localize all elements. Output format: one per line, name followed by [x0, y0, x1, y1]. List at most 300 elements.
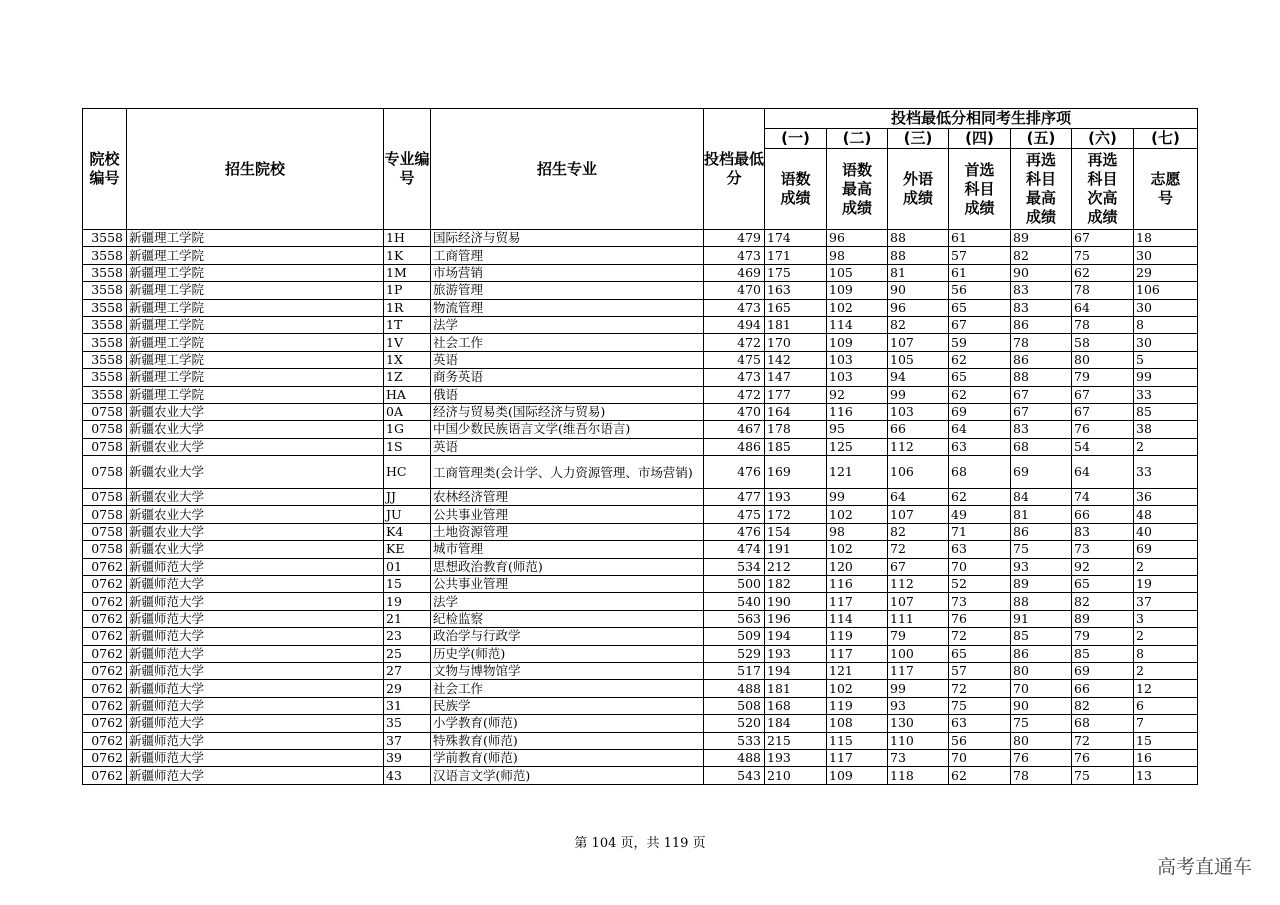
- table-body: [83, 230, 1198, 785]
- cell-rank-2: 102: [827, 680, 888, 697]
- cell-min-score: 473: [704, 299, 765, 316]
- cell-school-name: 新疆理工学院: [127, 230, 384, 247]
- cell-rank-4: 63: [949, 438, 1011, 455]
- cell-school-name: 新疆师范大学: [127, 749, 384, 766]
- cell-school-name: 新疆师范大学: [127, 610, 384, 627]
- cell-rank-5: 91: [1011, 610, 1072, 627]
- cell-rank-6: 66: [1072, 506, 1134, 523]
- cell-rank-5: 82: [1011, 247, 1072, 264]
- cell-rank-4: 59: [949, 334, 1011, 351]
- cell-volunteer-number: 5: [1134, 351, 1198, 368]
- table-row: [83, 628, 1198, 645]
- cell-rank-6: 76: [1072, 749, 1134, 766]
- cell-rank-5: 84: [1011, 489, 1072, 506]
- cell-min-score: 517: [704, 662, 765, 679]
- cell-major-code: 1X: [384, 351, 431, 368]
- cell-rank-1: 194: [765, 628, 827, 645]
- cell-major-name: 思想政治教育(师范): [431, 558, 704, 575]
- cell-volunteer-number: 85: [1134, 403, 1198, 420]
- cell-rank-6: 78: [1072, 316, 1134, 333]
- cell-rank-1: 142: [765, 351, 827, 368]
- cell-major-code: 01: [384, 558, 431, 575]
- cell-rank-6: 75: [1072, 247, 1134, 264]
- cell-major-code: K4: [384, 523, 431, 540]
- cell-rank-2: 121: [827, 456, 888, 489]
- cell-rank-1: 190: [765, 593, 827, 610]
- cell-rank-2: 115: [827, 732, 888, 749]
- cell-major-code: 29: [384, 680, 431, 697]
- cell-rank-1: 172: [765, 506, 827, 523]
- cell-volunteer-number: 40: [1134, 523, 1198, 540]
- cell-rank-4: 57: [949, 662, 1011, 679]
- cell-volunteer-number: 6: [1134, 697, 1198, 714]
- cell-major-name: 市场营销: [431, 264, 704, 281]
- cell-major-name: 工商管理类(会计学、人力资源管理、市场营销): [431, 456, 704, 489]
- cell-major-name: 历史学(师范): [431, 645, 704, 662]
- header-rank-item: 再选科目次高成绩: [1072, 149, 1134, 230]
- cell-rank-3: 79: [888, 628, 949, 645]
- cell-major-code: 23: [384, 628, 431, 645]
- cell-major-code: KE: [384, 541, 431, 558]
- cell-rank-3: 107: [888, 593, 949, 610]
- cell-rank-4: 70: [949, 558, 1011, 575]
- cell-rank-3: 106: [888, 456, 949, 489]
- cell-school-code: 0758: [83, 456, 127, 489]
- cell-major-code: HA: [384, 386, 431, 403]
- cell-rank-4: 52: [949, 576, 1011, 593]
- cell-rank-5: 90: [1011, 697, 1072, 714]
- cell-rank-5: 80: [1011, 732, 1072, 749]
- cell-rank-4: 61: [949, 264, 1011, 281]
- cell-school-name: 新疆理工学院: [127, 351, 384, 368]
- cell-rank-4: 56: [949, 282, 1011, 299]
- cell-min-score: 474: [704, 541, 765, 558]
- header-major-name: 招生专业: [431, 109, 704, 230]
- cell-rank-1: 193: [765, 645, 827, 662]
- cell-major-code: 1H: [384, 230, 431, 247]
- cell-major-name: 文物与博物馆学: [431, 662, 704, 679]
- cell-min-score: 494: [704, 316, 765, 333]
- header-rank-number: (一): [765, 129, 827, 149]
- cell-rank-3: 93: [888, 697, 949, 714]
- cell-min-score: 476: [704, 523, 765, 540]
- cell-rank-4: 63: [949, 715, 1011, 732]
- header-major-code: 专业编号: [384, 109, 431, 230]
- cell-rank-3: 112: [888, 438, 949, 455]
- table-row: [83, 299, 1198, 316]
- table-row: [83, 558, 1198, 575]
- cell-rank-6: 72: [1072, 732, 1134, 749]
- header-school-name: 招生院校: [127, 109, 384, 230]
- cell-major-code: 1S: [384, 438, 431, 455]
- table-row: [83, 334, 1198, 351]
- table-row: [83, 645, 1198, 662]
- cell-rank-3: 105: [888, 351, 949, 368]
- cell-rank-1: 163: [765, 282, 827, 299]
- cell-rank-5: 70: [1011, 680, 1072, 697]
- cell-rank-5: 68: [1011, 438, 1072, 455]
- cell-rank-3: 94: [888, 369, 949, 386]
- cell-volunteer-number: 37: [1134, 593, 1198, 610]
- header-rank-number: (四): [949, 129, 1011, 149]
- cell-rank-4: 64: [949, 421, 1011, 438]
- cell-volunteer-number: 33: [1134, 456, 1198, 489]
- cell-major-code: 15: [384, 576, 431, 593]
- cell-rank-4: 62: [949, 767, 1011, 784]
- cell-rank-2: 108: [827, 715, 888, 732]
- cell-min-score: 486: [704, 438, 765, 455]
- cell-school-name: 新疆理工学院: [127, 369, 384, 386]
- cell-rank-3: 107: [888, 506, 949, 523]
- cell-school-name: 新疆师范大学: [127, 732, 384, 749]
- cell-rank-5: 81: [1011, 506, 1072, 523]
- header-rank-item: 语数成绩: [765, 149, 827, 230]
- cell-volunteer-number: 2: [1134, 628, 1198, 645]
- cell-rank-1: 193: [765, 489, 827, 506]
- cell-rank-5: 67: [1011, 403, 1072, 420]
- header-rank-item: 语数最高成绩: [827, 149, 888, 230]
- cell-school-code: 0762: [83, 680, 127, 697]
- cell-rank-3: 110: [888, 732, 949, 749]
- cell-volunteer-number: 30: [1134, 299, 1198, 316]
- cell-volunteer-number: 12: [1134, 680, 1198, 697]
- cell-major-name: 公共事业管理: [431, 506, 704, 523]
- header-school-code: 院校编号: [83, 109, 127, 230]
- cell-school-code: 0762: [83, 749, 127, 766]
- cell-major-name: 物流管理: [431, 299, 704, 316]
- cell-rank-6: 92: [1072, 558, 1134, 575]
- cell-school-code: 3558: [83, 282, 127, 299]
- cell-rank-6: 67: [1072, 230, 1134, 247]
- cell-major-name: 农林经济管理: [431, 489, 704, 506]
- cell-rank-4: 72: [949, 628, 1011, 645]
- cell-major-name: 小学教育(师范): [431, 715, 704, 732]
- cell-rank-3: 88: [888, 247, 949, 264]
- cell-rank-6: 64: [1072, 299, 1134, 316]
- cell-school-name: 新疆理工学院: [127, 386, 384, 403]
- cell-rank-5: 86: [1011, 645, 1072, 662]
- header-rank-item: 再选科目最高成绩: [1011, 149, 1072, 230]
- cell-rank-3: 67: [888, 558, 949, 575]
- cell-rank-2: 102: [827, 541, 888, 558]
- cell-rank-4: 61: [949, 230, 1011, 247]
- cell-major-name: 政治学与行政学: [431, 628, 704, 645]
- cell-rank-6: 66: [1072, 680, 1134, 697]
- cell-school-code: 3558: [83, 351, 127, 368]
- cell-rank-1: 170: [765, 334, 827, 351]
- header-ranking-group: 投档最低分相同考生排序项: [765, 109, 1198, 129]
- cell-volunteer-number: 7: [1134, 715, 1198, 732]
- cell-rank-3: 82: [888, 523, 949, 540]
- cell-volunteer-number: 16: [1134, 749, 1198, 766]
- cell-volunteer-number: 29: [1134, 264, 1198, 281]
- cell-school-name: 新疆农业大学: [127, 421, 384, 438]
- cell-volunteer-number: 99: [1134, 369, 1198, 386]
- cell-rank-5: 85: [1011, 628, 1072, 645]
- table-row: [83, 506, 1198, 523]
- cell-rank-6: 80: [1072, 351, 1134, 368]
- cell-rank-5: 83: [1011, 299, 1072, 316]
- table-row: [83, 732, 1198, 749]
- cell-rank-6: 76: [1072, 421, 1134, 438]
- cell-rank-4: 65: [949, 369, 1011, 386]
- cell-rank-4: 57: [949, 247, 1011, 264]
- cell-rank-6: 75: [1072, 767, 1134, 784]
- table-row: [83, 593, 1198, 610]
- cell-major-name: 民族学: [431, 697, 704, 714]
- table-row: [83, 403, 1198, 420]
- cell-rank-1: 177: [765, 386, 827, 403]
- cell-rank-2: 92: [827, 386, 888, 403]
- cell-rank-2: 103: [827, 369, 888, 386]
- cell-min-score: 469: [704, 264, 765, 281]
- cell-rank-3: 90: [888, 282, 949, 299]
- cell-rank-3: 96: [888, 299, 949, 316]
- header-rank-number: (三): [888, 129, 949, 149]
- cell-rank-4: 70: [949, 749, 1011, 766]
- cell-major-code: 1G: [384, 421, 431, 438]
- admission-table-wrapper: [82, 108, 1197, 785]
- cell-school-code: 3558: [83, 386, 127, 403]
- cell-rank-2: 109: [827, 282, 888, 299]
- header-rank-item: 外语成绩: [888, 149, 949, 230]
- cell-rank-1: 168: [765, 697, 827, 714]
- cell-major-code: 1M: [384, 264, 431, 281]
- cell-school-name: 新疆农业大学: [127, 541, 384, 558]
- header-rank-number: (二): [827, 129, 888, 149]
- cell-rank-4: 56: [949, 732, 1011, 749]
- admission-table: [82, 108, 1198, 785]
- cell-min-score: 479: [704, 230, 765, 247]
- cell-min-score: 472: [704, 334, 765, 351]
- cell-rank-5: 89: [1011, 230, 1072, 247]
- cell-rank-1: 175: [765, 264, 827, 281]
- cell-school-code: 3558: [83, 334, 127, 351]
- cell-rank-2: 109: [827, 334, 888, 351]
- cell-min-score: 476: [704, 456, 765, 489]
- cell-rank-1: 178: [765, 421, 827, 438]
- cell-rank-3: 66: [888, 421, 949, 438]
- cell-volunteer-number: 30: [1134, 334, 1198, 351]
- cell-school-code: 0758: [83, 523, 127, 540]
- table-row: [83, 541, 1198, 558]
- cell-rank-5: 88: [1011, 593, 1072, 610]
- cell-major-code: 37: [384, 732, 431, 749]
- cell-rank-3: 100: [888, 645, 949, 662]
- cell-rank-4: 76: [949, 610, 1011, 627]
- cell-rank-6: 62: [1072, 264, 1134, 281]
- cell-rank-1: 171: [765, 247, 827, 264]
- cell-school-name: 新疆师范大学: [127, 593, 384, 610]
- cell-rank-4: 75: [949, 697, 1011, 714]
- cell-major-name: 社会工作: [431, 334, 704, 351]
- cell-major-code: 35: [384, 715, 431, 732]
- cell-volunteer-number: 8: [1134, 316, 1198, 333]
- cell-rank-2: 119: [827, 628, 888, 645]
- cell-school-name: 新疆师范大学: [127, 558, 384, 575]
- cell-min-score: 543: [704, 767, 765, 784]
- cell-major-name: 学前教育(师范): [431, 749, 704, 766]
- cell-rank-2: 98: [827, 523, 888, 540]
- cell-rank-2: 117: [827, 593, 888, 610]
- cell-school-name: 新疆师范大学: [127, 697, 384, 714]
- cell-rank-6: 65: [1072, 576, 1134, 593]
- cell-rank-6: 67: [1072, 386, 1134, 403]
- cell-school-code: 0758: [83, 489, 127, 506]
- cell-rank-5: 93: [1011, 558, 1072, 575]
- cell-rank-5: 67: [1011, 386, 1072, 403]
- cell-rank-6: 54: [1072, 438, 1134, 455]
- cell-rank-2: 120: [827, 558, 888, 575]
- cell-rank-6: 73: [1072, 541, 1134, 558]
- cell-rank-6: 83: [1072, 523, 1134, 540]
- cell-major-code: 1Z: [384, 369, 431, 386]
- cell-rank-3: 99: [888, 680, 949, 697]
- table-row: [83, 386, 1198, 403]
- table-row: [83, 456, 1198, 489]
- cell-rank-5: 76: [1011, 749, 1072, 766]
- table-row: [83, 749, 1198, 766]
- cell-min-score: 475: [704, 506, 765, 523]
- cell-rank-1: 174: [765, 230, 827, 247]
- cell-min-score: 473: [704, 247, 765, 264]
- cell-rank-5: 78: [1011, 767, 1072, 784]
- cell-rank-3: 82: [888, 316, 949, 333]
- cell-major-code: 21: [384, 610, 431, 627]
- header-rank-item: 志愿号: [1134, 149, 1198, 230]
- cell-min-score: 477: [704, 489, 765, 506]
- cell-school-name: 新疆理工学院: [127, 299, 384, 316]
- cell-min-score: 488: [704, 749, 765, 766]
- cell-rank-5: 78: [1011, 334, 1072, 351]
- cell-rank-2: 103: [827, 351, 888, 368]
- cell-rank-2: 116: [827, 403, 888, 420]
- cell-rank-2: 121: [827, 662, 888, 679]
- cell-rank-1: 184: [765, 715, 827, 732]
- cell-rank-3: 107: [888, 334, 949, 351]
- cell-rank-4: 49: [949, 506, 1011, 523]
- cell-major-name: 城市管理: [431, 541, 704, 558]
- cell-major-name: 纪检监察: [431, 610, 704, 627]
- cell-rank-5: 75: [1011, 541, 1072, 558]
- cell-rank-2: 96: [827, 230, 888, 247]
- table-row: [83, 680, 1198, 697]
- table-row: [83, 489, 1198, 506]
- cell-major-name: 旅游管理: [431, 282, 704, 299]
- cell-major-name: 国际经济与贸易: [431, 230, 704, 247]
- cell-rank-2: 102: [827, 299, 888, 316]
- cell-rank-4: 65: [949, 645, 1011, 662]
- cell-school-name: 新疆农业大学: [127, 456, 384, 489]
- cell-volunteer-number: 38: [1134, 421, 1198, 438]
- cell-school-code: 3558: [83, 369, 127, 386]
- cell-school-code: 0762: [83, 732, 127, 749]
- cell-rank-2: 98: [827, 247, 888, 264]
- cell-school-name: 新疆理工学院: [127, 282, 384, 299]
- cell-rank-1: 169: [765, 456, 827, 489]
- cell-school-name: 新疆农业大学: [127, 403, 384, 420]
- cell-school-code: 3558: [83, 316, 127, 333]
- cell-school-code: 3558: [83, 299, 127, 316]
- table-row: [83, 282, 1198, 299]
- cell-school-code: 0758: [83, 541, 127, 558]
- cell-major-code: 31: [384, 697, 431, 714]
- cell-rank-4: 72: [949, 680, 1011, 697]
- cell-min-score: 534: [704, 558, 765, 575]
- cell-min-score: 540: [704, 593, 765, 610]
- cell-major-name: 商务英语: [431, 369, 704, 386]
- cell-rank-2: 102: [827, 506, 888, 523]
- cell-school-code: 3558: [83, 264, 127, 281]
- cell-school-code: 0762: [83, 767, 127, 784]
- table-row: [83, 421, 1198, 438]
- cell-school-code: 0762: [83, 576, 127, 593]
- cell-school-code: 0762: [83, 697, 127, 714]
- cell-rank-1: 147: [765, 369, 827, 386]
- cell-major-code: 39: [384, 749, 431, 766]
- cell-rank-2: 114: [827, 610, 888, 627]
- cell-major-code: 27: [384, 662, 431, 679]
- header-rank-number: (六): [1072, 129, 1134, 149]
- cell-major-code: JU: [384, 506, 431, 523]
- cell-major-name: 特殊教育(师范): [431, 732, 704, 749]
- cell-rank-4: 71: [949, 523, 1011, 540]
- cell-school-code: 0762: [83, 610, 127, 627]
- table-row: [83, 715, 1198, 732]
- cell-rank-6: 82: [1072, 697, 1134, 714]
- table-row: [83, 523, 1198, 540]
- cell-volunteer-number: 48: [1134, 506, 1198, 523]
- header-min-score: 投档最低分: [704, 109, 765, 230]
- cell-major-code: 1K: [384, 247, 431, 264]
- cell-rank-6: 69: [1072, 662, 1134, 679]
- cell-rank-5: 86: [1011, 316, 1072, 333]
- page-footer: 第 104 页，共 119 页: [574, 836, 706, 851]
- cell-school-name: 新疆理工学院: [127, 334, 384, 351]
- table-row: [83, 767, 1198, 784]
- cell-volunteer-number: 15: [1134, 732, 1198, 749]
- table-row: [83, 351, 1198, 368]
- cell-school-name: 新疆师范大学: [127, 715, 384, 732]
- cell-school-code: 0762: [83, 558, 127, 575]
- cell-rank-3: 72: [888, 541, 949, 558]
- cell-rank-1: 181: [765, 680, 827, 697]
- cell-rank-3: 103: [888, 403, 949, 420]
- cell-rank-6: 67: [1072, 403, 1134, 420]
- cell-rank-4: 62: [949, 489, 1011, 506]
- table-row: [83, 316, 1198, 333]
- cell-major-code: 1R: [384, 299, 431, 316]
- cell-volunteer-number: 69: [1134, 541, 1198, 558]
- cell-rank-6: 58: [1072, 334, 1134, 351]
- cell-rank-1: 215: [765, 732, 827, 749]
- cell-school-code: 0758: [83, 403, 127, 420]
- cell-rank-1: 194: [765, 662, 827, 679]
- cell-major-code: 1P: [384, 282, 431, 299]
- cell-rank-3: 118: [888, 767, 949, 784]
- cell-school-name: 新疆理工学院: [127, 316, 384, 333]
- cell-school-code: 0762: [83, 662, 127, 679]
- cell-rank-1: 154: [765, 523, 827, 540]
- cell-rank-1: 185: [765, 438, 827, 455]
- cell-min-score: 472: [704, 386, 765, 403]
- cell-volunteer-number: 2: [1134, 558, 1198, 575]
- cell-min-score: 470: [704, 282, 765, 299]
- cell-rank-1: 165: [765, 299, 827, 316]
- cell-volunteer-number: 2: [1134, 662, 1198, 679]
- cell-school-name: 新疆师范大学: [127, 576, 384, 593]
- cell-school-name: 新疆师范大学: [127, 662, 384, 679]
